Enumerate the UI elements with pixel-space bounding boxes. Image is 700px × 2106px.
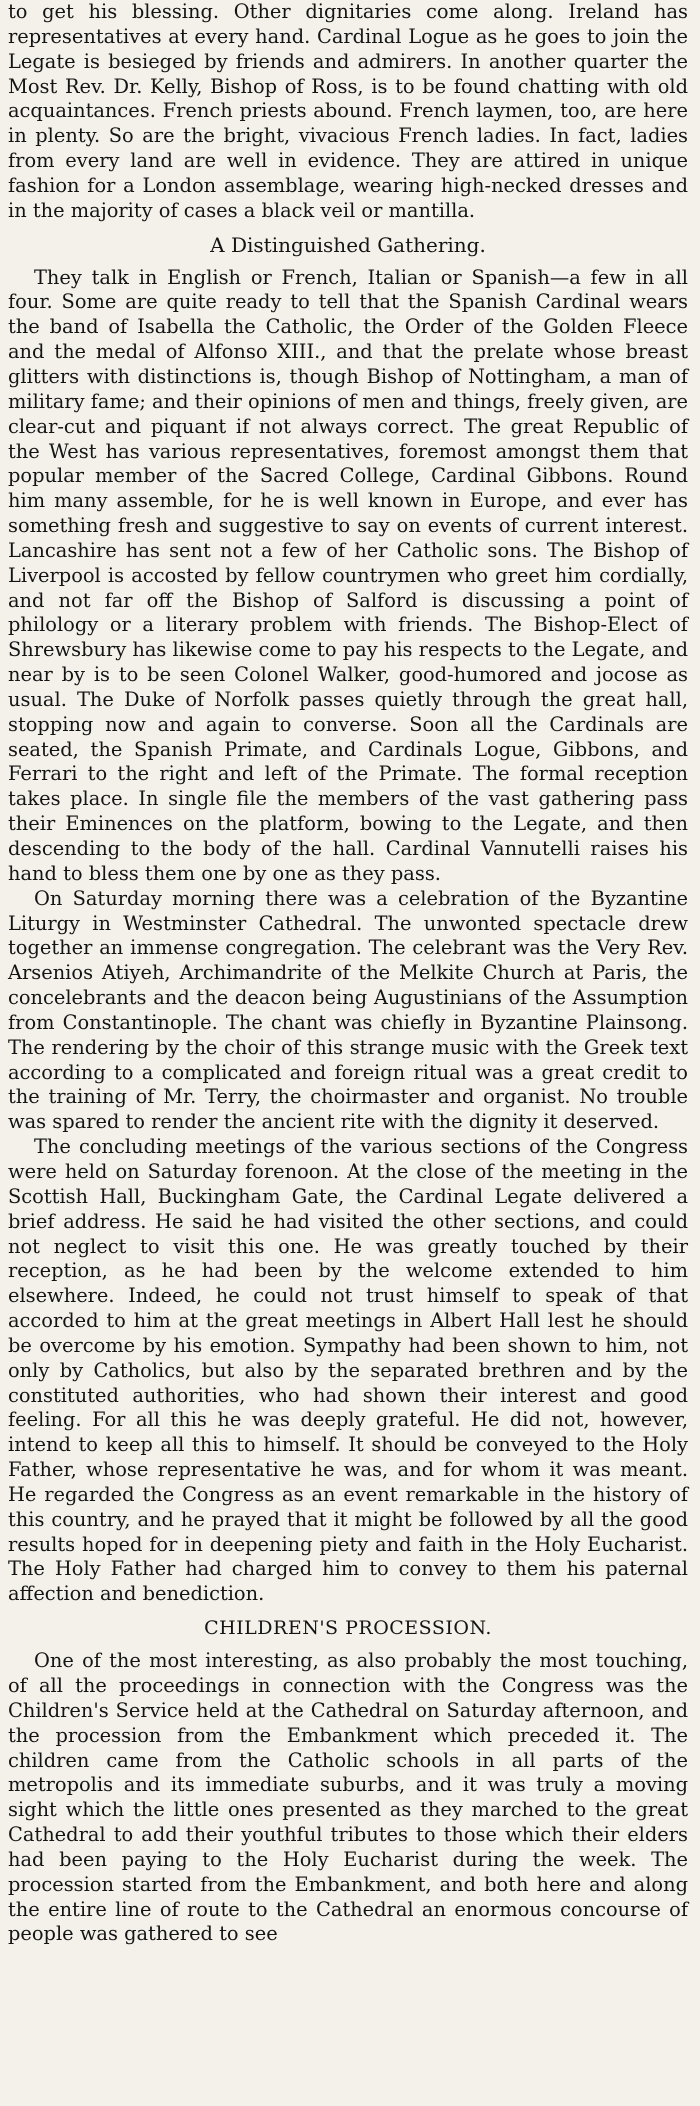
section-heading-gathering: A Distinguished Gathering. bbox=[210, 232, 486, 257]
section-heading-procession: CHILDREN'S PROCESSION. bbox=[204, 1617, 492, 1640]
intro-paragraph: to get his blessing. Other dignitaries come along. Ireland has representatives at every hand. Cardinal Logue as he goes to join the Legate is besieged by friends and admirers. In another quarter the Most Rev. Dr. Kelly, Bishop of Ross, is to be found chatting with old acquaintances. French priests abound. French laymen, too, are here in plenty. So are the bright, vivacious French ladies. In fact, ladies from every land are well in evidence. They are attired in unique fashion for a London assemblage, wearing high-necked dresses and in the majority of cases a black veil or mantilla. bbox=[8, 0, 688, 222]
procession-paragraph-1: One of the most interesting, as also probably the most touching, of all the proceedings in connection with the Congress was the Children's Service held at the Cathedral on Saturday afternoon, and the procession from the Embankment which preceded it. The children came from the Catholic schools in all parts of the metropolis and its immediate suburbs, and it was truly a moving sight which the little ones presented as they marched to the great Cathedral to add their youthful tributes to those which their elders had been paying to the Holy Eucharist during the week. The procession started from the Embankment, and both here and along the entire line of route to the Cathedral an enormous concourse of people was gathered to see bbox=[8, 1649, 688, 1946]
gathering-paragraph-1: They talk in English or French, Italian or Spanish—a few in all four. Some are quite ready to tell that the Spanish Cardinal wears the band of Isabella the Catholic, the Order of the Golden Fleece and the medal of Alfonso XIII., and that the prelate whose breast glitters with distinctions is, though Bishop of Nottingham, a man of military fame; and their opinions of men and things, freely given, are clear-cut and piquant if not always correct. The great Republic of the West has various representatives, foremost amongst them that popular member of the Sacred College, Cardinal Gibbons. Round him many assemble, for he is well known in Europe, and ever has something fresh and suggestive to say on events of current interest. Lancashire has sent not a few of her Catholic sons. The Bishop of Liverpool is accosted by fellow countrymen who greet him cordially, and not far off the Bishop of Salford is discussing a point of philology or a literary problem with friends. The Bishop-Elect of Shrewsbury has likewise come to pay his respects to the Legate, and near by is to be seen Colonel Walker, good-humored and jocose as usual. The Duke of Norfolk passes quietly through the great hall, stopping now and again to converse. Soon all the Cardinals are seated, the Spanish Primate, and Cardinals Logue, Gibbons, and Ferrari to the right and left of the Primate. The formal reception takes place. In single file the members of the vast gathering pass their Eminences on the platform, bowing to the Legate, and then descending to the body of the hall. Cardinal Vannutelli raises his hand to bless them one by one as they pass. bbox=[8, 265, 688, 885]
gathering-paragraph-2: On Saturday morning there was a celebration of the Byzantine Liturgy in Westminster Cathedral. The unwonted spectacle drew together an immense congregation. The celebrant was the Very Rev. Arsenios Atiyeh, Archimandrite of the Melkite Church at Paris, the concelebrants and the deacon being Augustinians of the Assumption from Constantinople. The chant was chiefly in Byzantine Plainsong. The rendering by the choir of this strange music with the Greek text according to a complicated and foreign ritual was a great credit to the training of Mr. Terry, the choirmaster and organist. No trouble was spared to render the ancient rite with the dignity it deserved. bbox=[8, 886, 688, 1134]
gathering-paragraph-3: The concluding meetings of the various sections of the Congress were held on Saturday forenoon. At the close of the meeting in the Scottish Hall, Buckingham Gate, the Cardinal Legate delivered a brief address. He said he had visited the other sections, and could not neglect to visit this one. He was greatly touched by their reception, as he had been by the welcome extended to him elsewhere. Indeed, he could not trust himself to speak of that accorded to him at the great meetings in Albert Hall lest he should be overcome by his emotion. Sympathy had been shown to him, not only by Catholics, but also by the separated brethren and by the constituted authorities, who had shown their interest and good feeling. For all this he was deeply grateful. He did not, however, intend to keep all this to himself. It should be conveyed to the Holy Father, whose representative he was, and for whom it was meant. He regarded the Congress as an event remarkable in the history of this country, and he prayed that it might be followed by all the good results hoped for in deepening piety and faith in the Holy Eucharist. The Holy Father had charged him to convey to them his paternal affection and benediction. bbox=[8, 1135, 688, 1606]
article-column bbox=[8, 0, 688, 1947]
